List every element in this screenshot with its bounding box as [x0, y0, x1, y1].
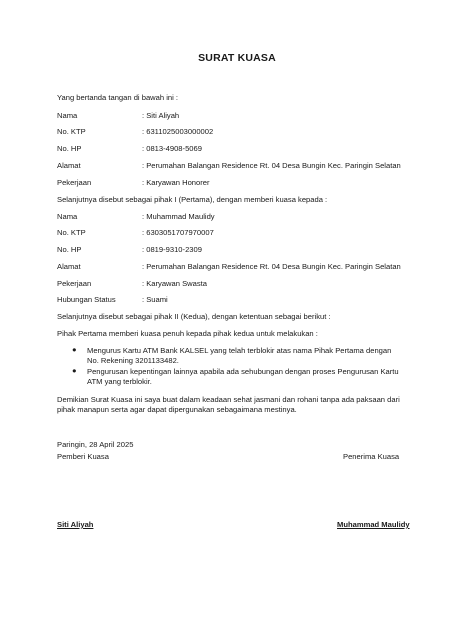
pihak2-relation-label: Hubungan Status	[57, 295, 116, 304]
pihak2-job-label: Pekerjaan	[57, 279, 92, 288]
pihak1-job-value: : Karyawan Honorer	[142, 178, 210, 187]
bullet-icon: ●	[72, 366, 77, 375]
closing-line: Demikian Surat Kuasa ini saya buat dalam keadaan sehat jasmani dan rohani tanpa ada paksaan dari	[57, 395, 400, 404]
pihak1-ktp-label: No. KTP	[57, 127, 86, 136]
pihak1-name-label: Nama	[57, 111, 78, 120]
giver-label: Pemberi Kuasa	[57, 452, 109, 461]
place-date: Paringin, 28 April 2025	[57, 440, 134, 449]
closing-line: pihak manapun serta agar dapat dipergunakan sebagaimana mestinya.	[57, 405, 297, 414]
receiver-label: Penerima Kuasa	[343, 452, 400, 461]
pihak1-name-value: : Siti Aliyah	[142, 111, 180, 120]
giver-signature-name: Siti Aliyah	[57, 520, 94, 529]
pihak1-ktp-value: : 6311025003000002	[142, 127, 214, 136]
transition-1: Selanjutnya disebut sebagai pihak I (Pertama), dengan memberi kuasa kepada :	[57, 195, 328, 204]
bullet-icon: ●	[72, 345, 77, 354]
intro-text: Yang bertanda tangan di bawah ini :	[57, 93, 179, 102]
pihak2-relation-value: : Suami	[142, 295, 168, 304]
pihak1-hp-value: : 0813-4908-5069	[142, 144, 202, 153]
transition-2: Selanjutnya disebut sebagai pihak II (Kedua), dengan ketentuan sebagai berikut :	[57, 312, 331, 321]
pihak2-hp-label: No. HP	[57, 245, 82, 254]
pihak2-name-label: Nama	[57, 212, 78, 221]
list-item-line: Mengurus Kartu ATM Bank KALSEL yang telah terblokir atas nama Pihak Pertama dengan	[87, 346, 392, 355]
list-item	[87, 367, 417, 387]
document-title: SURAT KUASA	[198, 52, 276, 64]
receiver-signature-name: Muhammad Maulidy	[337, 520, 410, 529]
pihak2-name-value: : Muhammad Maulidy	[142, 212, 215, 221]
pihak1-hp-label: No. HP	[57, 144, 82, 153]
pihak1-address-value: : Perumahan Balangan Residence Rt. 04 Desa Bungin Kec. Paringin Selatan	[142, 161, 401, 170]
pihak2-ktp-label: No. KTP	[57, 228, 86, 237]
pihak2-hp-value: : 0819-9310-2309	[142, 245, 202, 254]
pihak2-ktp-value: : 6303051707970007	[142, 228, 214, 237]
list-item-line: No. Rekening 3201133482.	[87, 356, 179, 365]
list-item-line: Pengurusan kepentingan lainnya apabila ada sehubungan dengan proses Pengurusan Kartu	[87, 367, 399, 376]
pihak2-address-label: Alamat	[57, 262, 81, 271]
pihak1-job-label: Pekerjaan	[57, 178, 92, 187]
powers-intro: Pihak Pertama memberi kuasa penuh kepada pihak kedua untuk melakukan :	[57, 329, 318, 338]
pihak2-job-value: : Karyawan Swasta	[142, 279, 207, 288]
pihak1-address-label: Alamat	[57, 161, 81, 170]
list-item-line: ATM yang terblokir.	[87, 377, 152, 386]
closing-paragraph	[57, 395, 427, 415]
list-item	[87, 346, 417, 366]
pihak2-address-value: : Perumahan Balangan Residence Rt. 04 Desa Bungin Kec. Paringin Selatan	[142, 262, 401, 271]
